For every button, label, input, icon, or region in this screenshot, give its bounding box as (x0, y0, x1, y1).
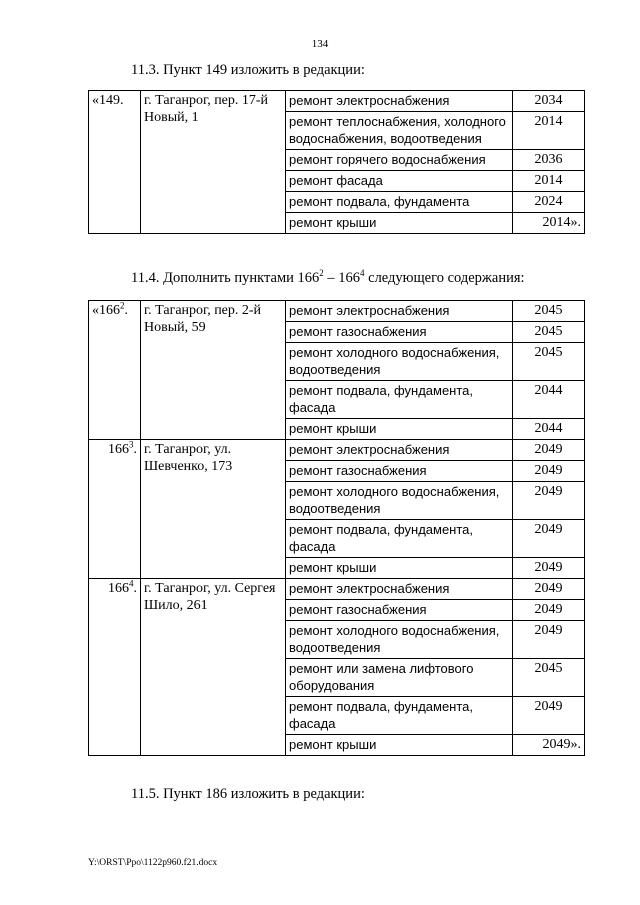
item-address: г. Таганрог, пер. 17-й Новый, 1 (141, 91, 286, 234)
work-cell: ремонт крыши (286, 735, 513, 756)
work-cell: ремонт электроснабжения (286, 440, 513, 461)
work-cell: ремонт фасада (286, 171, 513, 192)
year-cell: 2045 (513, 301, 585, 322)
superscript: 4 (360, 268, 365, 279)
work-cell: ремонт подвала, фундамента, фасада (286, 697, 513, 735)
work-cell: ремонт теплоснабжения, холодного водоснабжения, водоотведения (286, 112, 513, 150)
item-number: «149. (89, 91, 141, 234)
work-cell: ремонт газоснабжения (286, 600, 513, 621)
page-number: 134 (311, 38, 329, 50)
paragraph-11-4 (131, 270, 525, 287)
work-cell: ремонт холодного водоснабжения, водоотведения (286, 621, 513, 659)
work-cell: ремонт подвала, фундамента, фасада (286, 520, 513, 558)
work-cell: ремонт подвала, фундамента (286, 192, 513, 213)
work-cell: ремонт подвала, фундамента, фасада (286, 381, 513, 419)
work-cell: ремонт крыши (286, 213, 513, 234)
year-cell: 2044 (513, 381, 585, 419)
work-cell: ремонт газоснабжения (286, 461, 513, 482)
year-cell: 2049 (513, 697, 585, 735)
superscript: 3 (129, 439, 134, 450)
table-row (89, 301, 585, 322)
year-cell: 2049 (513, 579, 585, 600)
year-cell: 2049». (513, 735, 585, 756)
work-cell: ремонт холодного водоснабжения, водоотведения (286, 482, 513, 520)
year-cell: 2049 (513, 520, 585, 558)
work-cell: ремонт электроснабжения (286, 91, 513, 112)
paragraph-11-3: 11.3. Пункт 149 изложить в редакции: (131, 62, 365, 78)
item-number-text: . (133, 581, 137, 596)
year-cell: 2049 (513, 621, 585, 659)
paragraph-11-4-text: следующего содержания: (364, 270, 525, 286)
superscript: 2 (319, 268, 324, 279)
work-cell: ремонт крыши (286, 558, 513, 579)
year-cell: 2049 (513, 461, 585, 482)
work-cell: ремонт горячего водоснабжения (286, 150, 513, 171)
year-cell: 2045 (513, 659, 585, 697)
table-item-149 (88, 90, 585, 234)
work-cell: ремонт газоснабжения (286, 322, 513, 343)
year-cell: 2049 (513, 558, 585, 579)
year-cell: 2014». (513, 213, 585, 234)
year-cell: 2014 (513, 112, 585, 150)
year-cell: 2049 (513, 440, 585, 461)
work-cell: ремонт электроснабжения (286, 579, 513, 600)
superscript: 2 (120, 300, 125, 311)
year-cell: 2049 (513, 600, 585, 621)
year-cell: 2034 (513, 91, 585, 112)
item-number-text: . (124, 303, 128, 318)
paragraph-11-4-text: – 166 (323, 270, 361, 286)
superscript: 4 (129, 578, 134, 589)
year-cell: 2044 (513, 419, 585, 440)
table-row (89, 440, 585, 461)
item-number-text: 166 (108, 442, 129, 457)
item-address: г. Таганрог, ул. Сергея Шило, 261 (141, 579, 286, 756)
year-cell: 2024 (513, 192, 585, 213)
footer-file-path: Y:\ORST\Ppo\1122p960.f21.docx (88, 858, 218, 868)
item-number-text: . (133, 442, 137, 457)
paragraph-11-4-text: 11.4. Дополнить пунктами 166 (131, 270, 320, 286)
year-cell: 2045 (513, 322, 585, 343)
year-cell: 2036 (513, 150, 585, 171)
item-number (89, 579, 141, 756)
year-cell: 2045 (513, 343, 585, 381)
paragraph-11-5: 11.5. Пункт 186 изложить в редакции: (131, 786, 365, 802)
table-row (89, 91, 585, 112)
work-cell: ремонт электроснабжения (286, 301, 513, 322)
item-number-text: 166 (108, 581, 129, 596)
item-number (89, 301, 141, 440)
table-row (89, 579, 585, 600)
year-cell: 2014 (513, 171, 585, 192)
year-cell: 2049 (513, 482, 585, 520)
item-address: г. Таганрог, пер. 2-й Новый, 59 (141, 301, 286, 440)
item-number (89, 440, 141, 579)
work-cell: ремонт крыши (286, 419, 513, 440)
work-cell: ремонт холодного водоснабжения, водоотведения (286, 343, 513, 381)
work-cell: ремонт или замена лифтового оборудования (286, 659, 513, 697)
item-number-text: «166 (92, 303, 120, 318)
item-address: г. Таганрог, ул. Шевченко, 173 (141, 440, 286, 579)
table-items-166 (88, 300, 585, 756)
